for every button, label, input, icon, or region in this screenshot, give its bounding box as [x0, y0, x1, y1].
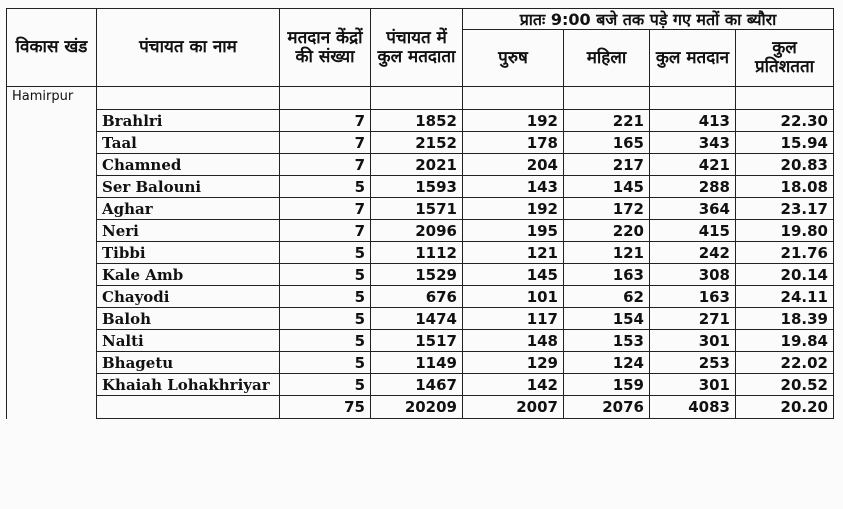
- cell-voters: 1852: [371, 110, 463, 132]
- cell-centres: 7: [280, 132, 371, 154]
- cell-male: 145: [463, 264, 564, 286]
- panchayat-name: Kale Amb: [97, 264, 280, 286]
- panchayat-name: Nalti: [97, 330, 280, 352]
- spacer-cell: [97, 87, 280, 110]
- header-female: महिला: [564, 30, 650, 87]
- total-female: 2076: [564, 396, 650, 419]
- table-row: [7, 330, 834, 352]
- cell-male: 204: [463, 154, 564, 176]
- cell-total: 301: [650, 330, 736, 352]
- cell-female: 154: [564, 308, 650, 330]
- cell-female: 217: [564, 154, 650, 176]
- header-block: विकास खंड: [7, 9, 97, 87]
- table-row: [7, 132, 834, 154]
- cell-male: 195: [463, 220, 564, 242]
- cell-voters: 1112: [371, 242, 463, 264]
- cell-voters: 676: [371, 286, 463, 308]
- cell-centres: 5: [280, 264, 371, 286]
- cell-male: 101: [463, 286, 564, 308]
- cell-male: 192: [463, 110, 564, 132]
- cell-voters: 1149: [371, 352, 463, 374]
- cell-total: 271: [650, 308, 736, 330]
- cell-pct: 19.80: [736, 220, 834, 242]
- cell-total: 413: [650, 110, 736, 132]
- cell-centres: 5: [280, 352, 371, 374]
- panchayat-name: Aghar: [97, 198, 280, 220]
- totals-row: [7, 396, 834, 419]
- cell-centres: 5: [280, 286, 371, 308]
- panchayat-name: Chayodi: [97, 286, 280, 308]
- table-row: [7, 242, 834, 264]
- cell-centres: 7: [280, 198, 371, 220]
- total-pct: 20.20: [736, 396, 834, 419]
- table-row: [7, 264, 834, 286]
- cell-centres: 5: [280, 330, 371, 352]
- cell-female: 145: [564, 176, 650, 198]
- cell-pct: 21.76: [736, 242, 834, 264]
- table-row: [7, 374, 834, 396]
- cell-voters: 2152: [371, 132, 463, 154]
- spacer-cell: [463, 87, 564, 110]
- spacer-cell: [280, 87, 371, 110]
- cell-pct: 22.02: [736, 352, 834, 374]
- cell-female: 172: [564, 198, 650, 220]
- header-centres: मतदान केंद्रों की संख्या: [280, 9, 371, 87]
- cell-pct: 20.14: [736, 264, 834, 286]
- cell-male: 117: [463, 308, 564, 330]
- cell-female: 165: [564, 132, 650, 154]
- total-male: 2007: [463, 396, 564, 419]
- cell-male: 148: [463, 330, 564, 352]
- cell-male: 178: [463, 132, 564, 154]
- totals-label: [97, 396, 280, 419]
- cell-male: 121: [463, 242, 564, 264]
- cell-centres: 5: [280, 242, 371, 264]
- cell-voters: 1593: [371, 176, 463, 198]
- panchayat-name: Bhagetu: [97, 352, 280, 374]
- spacer-row: [7, 87, 834, 110]
- panchayat-name: Neri: [97, 220, 280, 242]
- table-row: [7, 352, 834, 374]
- table-row: [7, 220, 834, 242]
- voting-table: [6, 8, 834, 419]
- header-group: प्रातः 9:00 बजे तक पड़े गए मतों का ब्यौरा: [463, 9, 834, 30]
- cell-male: 142: [463, 374, 564, 396]
- cell-female: 220: [564, 220, 650, 242]
- cell-voters: 1529: [371, 264, 463, 286]
- cell-female: 124: [564, 352, 650, 374]
- table-row: [7, 110, 834, 132]
- cell-total: 415: [650, 220, 736, 242]
- cell-female: 221: [564, 110, 650, 132]
- cell-voters: 2021: [371, 154, 463, 176]
- header-percent: कुल प्रतिशतता: [736, 30, 834, 87]
- panchayat-name: Chamned: [97, 154, 280, 176]
- cell-total: 253: [650, 352, 736, 374]
- panchayat-name: Ser Balouni: [97, 176, 280, 198]
- block-cell: Hamirpur: [7, 87, 97, 419]
- table-row: [7, 308, 834, 330]
- spacer-cell: [371, 87, 463, 110]
- cell-total: 242: [650, 242, 736, 264]
- total-total: 4083: [650, 396, 736, 419]
- header-total-votes: कुल मतदान: [650, 30, 736, 87]
- cell-male: 143: [463, 176, 564, 198]
- spacer-cell: [736, 87, 834, 110]
- cell-male: 192: [463, 198, 564, 220]
- cell-centres: 7: [280, 110, 371, 132]
- cell-centres: 7: [280, 220, 371, 242]
- cell-pct: 15.94: [736, 132, 834, 154]
- cell-voters: 1474: [371, 308, 463, 330]
- spacer-cell: [650, 87, 736, 110]
- panchayat-name: Tibbi: [97, 242, 280, 264]
- cell-total: 343: [650, 132, 736, 154]
- table-row: [7, 154, 834, 176]
- cell-female: 159: [564, 374, 650, 396]
- table-row: [7, 286, 834, 308]
- cell-total: 301: [650, 374, 736, 396]
- cell-total: 163: [650, 286, 736, 308]
- cell-voters: 2096: [371, 220, 463, 242]
- cell-voters: 1467: [371, 374, 463, 396]
- cell-voters: 1517: [371, 330, 463, 352]
- total-centres: 75: [280, 396, 371, 419]
- header-male: पुरुष: [463, 30, 564, 87]
- cell-female: 163: [564, 264, 650, 286]
- cell-centres: 5: [280, 176, 371, 198]
- cell-pct: 22.30: [736, 110, 834, 132]
- cell-centres: 5: [280, 374, 371, 396]
- panchayat-name: Baloh: [97, 308, 280, 330]
- cell-male: 129: [463, 352, 564, 374]
- cell-centres: 5: [280, 308, 371, 330]
- header-panchayat: पंचायत का नाम: [97, 9, 280, 87]
- cell-female: 153: [564, 330, 650, 352]
- table-row: [7, 198, 834, 220]
- cell-total: 288: [650, 176, 736, 198]
- cell-pct: 19.84: [736, 330, 834, 352]
- cell-centres: 7: [280, 154, 371, 176]
- cell-total: 308: [650, 264, 736, 286]
- panchayat-name: Khaiah Lohakhriyar: [97, 374, 280, 396]
- spacer-cell: [564, 87, 650, 110]
- cell-pct: 23.17: [736, 198, 834, 220]
- cell-pct: 18.08: [736, 176, 834, 198]
- panchayat-name: Taal: [97, 132, 280, 154]
- cell-pct: 18.39: [736, 308, 834, 330]
- cell-voters: 1571: [371, 198, 463, 220]
- cell-female: 62: [564, 286, 650, 308]
- table-row: [7, 176, 834, 198]
- header-total-voters: पंचायत में कुल मतदाता: [371, 9, 463, 87]
- table-body: [7, 87, 834, 419]
- panchayat-name: Brahlri: [97, 110, 280, 132]
- total-voters: 20209: [371, 396, 463, 419]
- cell-total: 421: [650, 154, 736, 176]
- cell-pct: 20.52: [736, 374, 834, 396]
- cell-female: 121: [564, 242, 650, 264]
- cell-total: 364: [650, 198, 736, 220]
- cell-pct: 20.83: [736, 154, 834, 176]
- cell-pct: 24.11: [736, 286, 834, 308]
